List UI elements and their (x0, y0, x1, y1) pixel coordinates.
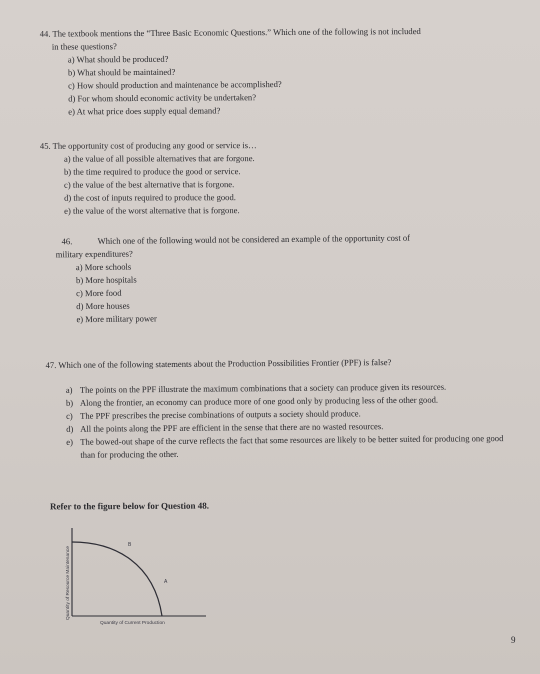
option-a: a) the value of all possible alternatives that are forgone. (63, 153, 255, 164)
option-label: c) (66, 410, 73, 421)
option-text: The bowed-out shape of the curve reflects the fact that some resources are likely to be better suited for producing one good than for producing the other. (80, 433, 504, 460)
question-47 (46, 355, 517, 462)
option-c: c) More food (76, 287, 122, 299)
question-number: 46. (61, 236, 73, 247)
option-e: e) At what price does supply equal demand? (68, 105, 221, 117)
option-a: a) More schools (75, 261, 132, 273)
question-44 (40, 24, 521, 118)
option-d: d) the cost of inputs required to produce the good. (64, 192, 236, 203)
option-b: b) More hospitals (75, 274, 137, 286)
option-label: e) (66, 436, 74, 447)
option-e (60, 432, 516, 462)
option-text: The PPF prescribes the precise combinations of outputs a society should produce. (80, 408, 361, 421)
option-c: c) the value of the best alternative that is forgone. (64, 179, 235, 190)
option-text: The points on the PPF illustrate the maximum combinations that a society can produce given its resources. (79, 381, 447, 395)
point-a-label: A (164, 579, 168, 585)
question-46 (55, 231, 503, 327)
option-label: d) (66, 423, 74, 434)
ppf-figure (56, 520, 236, 640)
option-b: b) the time required to produce the good or service. (63, 166, 241, 177)
question-stem: 47. Which one of the following statements about the Production Possibilities Frontier (PPF) is false? (45, 357, 392, 371)
option-b: b) What should be maintained? (67, 66, 176, 78)
x-axis-label: Quantity of Current Production (100, 621, 165, 626)
page-number: 9 (511, 635, 516, 645)
question-stem: Which one of the following would not be considered an example of the opportunity cost of (97, 232, 411, 246)
option-c: c) How should production and maintenance be accomplished? (68, 78, 282, 91)
ppf-curve (72, 542, 162, 616)
question-stem: 45. The opportunity cost of producing any good or service is… (39, 140, 257, 151)
option-e: e) More military power (76, 313, 157, 325)
options-list (46, 380, 517, 462)
figure-reference: Refer to the figure below for Question 48. (49, 500, 210, 512)
ppf-diagram (56, 520, 236, 640)
option-d: d) More houses (76, 300, 130, 312)
option-label: b) (65, 397, 74, 408)
option-text: All the points along the PPF are efficient in the sense that there are no wasted resources. (80, 421, 384, 434)
option-text: Along the frontier, an economy can produce more of one good only by producing less of the other good. (79, 394, 439, 408)
option-e: e) the value of the worst alternative that is forgone. (64, 205, 240, 216)
option-a: a) What should be produced? (67, 53, 169, 65)
question-45 (40, 138, 500, 218)
question-stem-continued: military expenditures? (55, 248, 133, 260)
point-b-label: B (128, 542, 132, 548)
question-stem-continued: in these questions? (51, 41, 117, 52)
option-d: d) For whom should economic activity be undertaken? (68, 92, 257, 104)
y-axis-label: Quantity of Resource Maintenance (66, 546, 71, 620)
option-label: a) (65, 384, 73, 395)
question-stem: 44. The textbook mentions the “Three Basic Economic Questions.” Which one of the following is not included (39, 26, 421, 39)
